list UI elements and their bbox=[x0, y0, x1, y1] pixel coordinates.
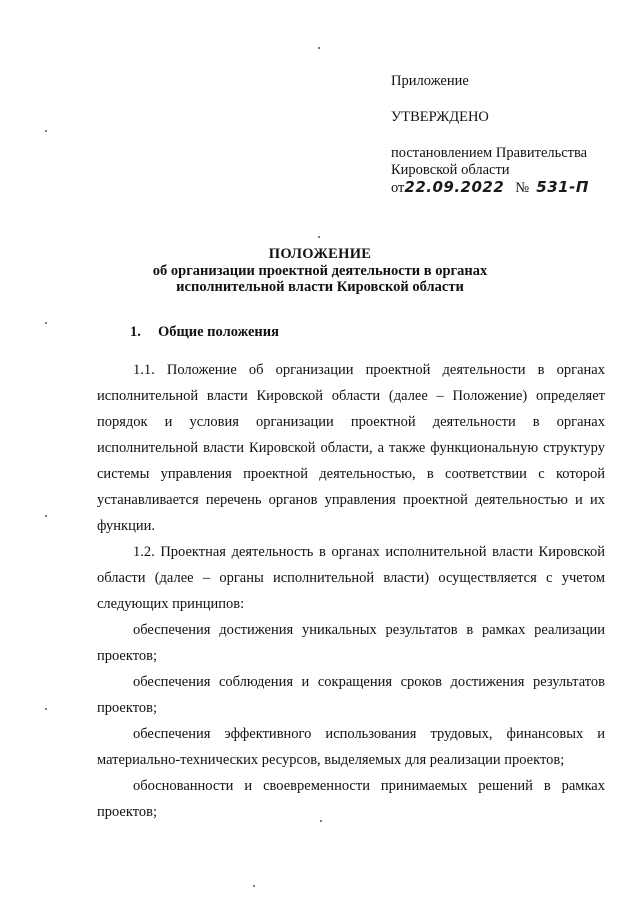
scan-speck bbox=[318, 47, 320, 49]
principle-2-text: обеспечения соблюдения и сокращения сроков достижения результатов проектов; bbox=[97, 674, 605, 716]
section-number: 1. bbox=[130, 324, 141, 340]
principle-item-4 bbox=[97, 773, 605, 825]
handwritten-number: 531-П bbox=[536, 178, 589, 196]
decree-line-1: постановлением Правительства bbox=[391, 145, 588, 161]
handwritten-date: 22.09.2022 bbox=[404, 178, 505, 196]
document-title bbox=[0, 246, 640, 296]
section-title: Общие положения bbox=[158, 324, 279, 340]
decree-line-2: Кировской области bbox=[391, 162, 510, 178]
decree-date-line bbox=[391, 179, 589, 196]
scan-speck bbox=[45, 130, 47, 132]
scan-speck bbox=[45, 515, 47, 517]
scan-speck bbox=[45, 322, 47, 324]
paragraph-1-2 bbox=[97, 539, 605, 617]
principle-item-1 bbox=[97, 617, 605, 669]
scan-speck bbox=[318, 236, 320, 238]
title-subtitle-line-1: об организации проектной деятельности в органах bbox=[152, 262, 488, 279]
section-heading bbox=[130, 324, 279, 341]
appendix-label: Приложение bbox=[391, 73, 469, 89]
title-heading: ПОЛОЖЕНИЕ bbox=[268, 246, 372, 262]
principle-1-text: обеспечения достижения уникальных результатов в рамках реализации проектов; bbox=[97, 622, 605, 664]
paragraph-1-2-text: 1.2. Проектная деятельность в органах исполнительной власти Кировской области (далее – органы исполнительной власти) осуществляется с учетом следующих принципов: bbox=[97, 544, 605, 612]
principle-item-3 bbox=[97, 721, 605, 773]
scan-speck bbox=[320, 820, 322, 822]
principle-item-2 bbox=[97, 669, 605, 721]
title-subtitle-line-2: исполнительной власти Кировской области bbox=[176, 279, 464, 295]
number-prefix: № bbox=[515, 180, 530, 196]
principle-4-text: обоснованности и своевременности принимаемых решений в рамках проектов; bbox=[97, 778, 605, 820]
paragraph-1-1 bbox=[97, 357, 605, 539]
scan-speck bbox=[45, 708, 47, 710]
paragraph-1-1-text: 1.1. Положение об организации проектной деятельности в органах исполнительной власти Кировской области (далее – Положение) определяет порядок и условия организации проектной деятельности в органах исполнительной власти Кировской области, а также функциональную структуру системы управления проектной деятельностью, в соответствии с которой устанавливается перечень органов управления проектной деятельностью и их функции. bbox=[97, 362, 605, 534]
date-prefix: от bbox=[391, 180, 405, 196]
scan-speck bbox=[253, 885, 255, 887]
approved-label: УТВЕРЖДЕНО bbox=[391, 109, 489, 125]
principle-3-text: обеспечения эффективного использования трудовых, финансовых и материально-технических ресурсов, выделяемых для реализации проектов; bbox=[97, 726, 605, 768]
